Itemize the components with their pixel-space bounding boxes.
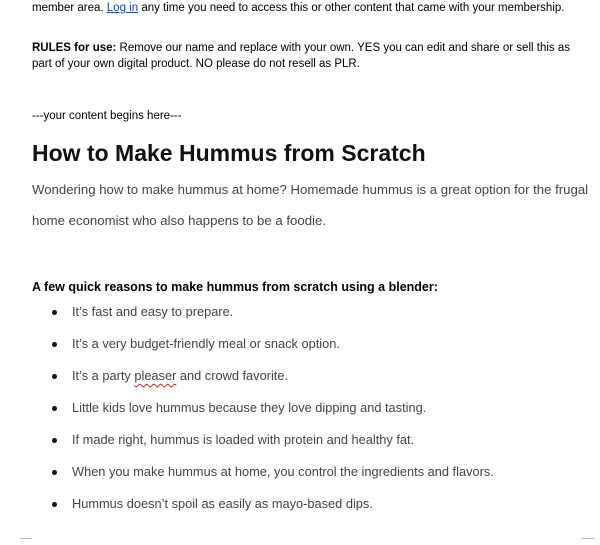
list-item [52,366,494,398]
list-item [52,398,494,430]
list-item [52,302,494,334]
content-begin-marker: ---your content begins here--- [32,110,182,122]
reasons-subheading: A few quick reasons to make hummus from scratch using a blender: [32,280,438,294]
reason-text: It’s fast and easy to prepare. [72,304,234,319]
intro-before: member area. [32,2,107,14]
list-item [52,494,494,526]
article-title: How to Make Hummus from Scratch [32,140,426,166]
rules-paragraph [32,40,592,72]
page-margin-mark-right [582,538,594,539]
article-description: Wondering how to make hummus at home? Homemade hummus is a great option for the frugal home economist who also happens to be a foodie. [32,182,589,228]
rules-text: Remove our name and replace with your own. YES you can edit and share or sell this as part of your own digital product. NO please do not resell as PLR. [32,42,570,70]
bullet-icon [52,342,57,347]
list-item [52,334,494,366]
rules-label: RULES for use: [32,42,117,54]
reason-text-after: and crowd favorite. [176,368,289,383]
bullet-icon [52,374,57,379]
bullet-icon [52,438,57,443]
bullet-icon [52,406,57,411]
member-intro-text [32,0,592,16]
intro-after: any time you need to access this or other content that came with your membership. [138,2,565,14]
reasons-list [52,302,494,526]
reason-text: Little kids love hummus because they love dipping and tasting. [72,400,427,415]
bullet-icon [52,310,57,315]
reason-text: Hummus doesn’t spoil as easily as mayo-based dips. [72,496,373,511]
page-margin-mark-left [20,538,32,539]
reason-text-before: It’s a party [72,368,135,383]
reason-text: It’s a very budget-friendly meal or snack option. [72,336,340,351]
bullet-icon [52,470,57,475]
misspelled-word[interactable]: pleaser [134,368,177,383]
login-link[interactable]: Log in [106,2,139,14]
reason-text: If made right, hummus is loaded with protein and healthy fat. [72,432,415,447]
list-item [52,462,494,494]
bullet-icon [52,502,57,507]
reason-text: When you make hummus at home, you control the ingredients and flavors. [72,464,494,479]
list-item [52,430,494,462]
